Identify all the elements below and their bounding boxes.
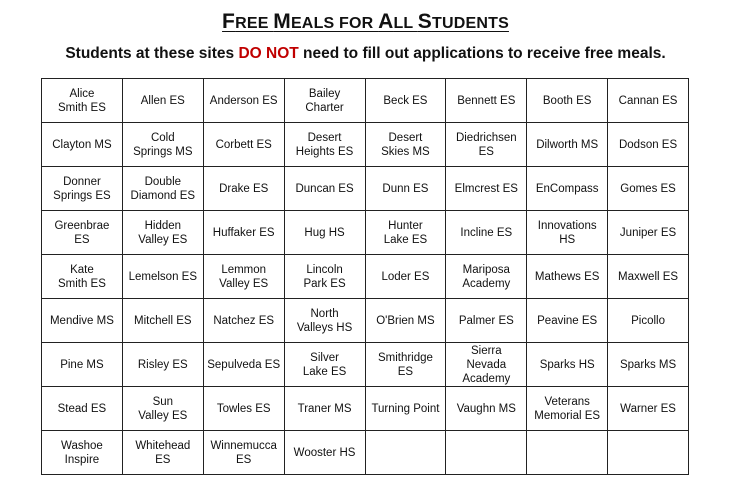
school-cell: Mathews ES <box>527 255 608 299</box>
school-cell: Warner ES <box>608 387 689 431</box>
school-cell: Cold Springs MS <box>122 123 203 167</box>
empty-cell <box>446 431 527 475</box>
table-row <box>42 387 689 431</box>
school-cell: Maxwell ES <box>608 255 689 299</box>
school-cell: Sparks MS <box>608 343 689 387</box>
title-part: M <box>273 10 291 33</box>
school-cell: Juniper ES <box>608 211 689 255</box>
school-cell: Sun Valley ES <box>122 387 203 431</box>
school-cell: Veterans Memorial ES <box>527 387 608 431</box>
school-cell: Loder ES <box>365 255 446 299</box>
table-row <box>42 123 689 167</box>
school-cell: Whitehead ES <box>122 431 203 475</box>
school-cell: Desert Skies MS <box>365 123 446 167</box>
title-part: A <box>378 10 394 33</box>
table-row <box>42 255 689 299</box>
school-cell: Risley ES <box>122 343 203 387</box>
school-cell: Innovations HS <box>527 211 608 255</box>
school-cell: Double Diamond ES <box>122 167 203 211</box>
empty-cell <box>608 431 689 475</box>
school-cell: Winnemucca ES <box>203 431 284 475</box>
table-row <box>42 167 689 211</box>
page-subtitle <box>0 44 731 64</box>
school-cell: Hug HS <box>284 211 365 255</box>
school-cell: Traner MS <box>284 387 365 431</box>
table-row <box>42 299 689 343</box>
school-cell: Picollo <box>608 299 689 343</box>
school-cell: Towles ES <box>203 387 284 431</box>
school-cell: Lincoln Park ES <box>284 255 365 299</box>
school-cell: Bailey Charter <box>284 79 365 123</box>
school-cell: Smithridge ES <box>365 343 446 387</box>
school-cell: Sparks HS <box>527 343 608 387</box>
title-part: S <box>417 10 432 33</box>
school-cell: North Valleys HS <box>284 299 365 343</box>
school-cell: Natchez ES <box>203 299 284 343</box>
school-cell: Duncan ES <box>284 167 365 211</box>
school-cell: Booth ES <box>527 79 608 123</box>
school-cell: Silver Lake ES <box>284 343 365 387</box>
school-cell: O'Brien MS <box>365 299 446 343</box>
table-row <box>42 79 689 123</box>
schools-table <box>41 78 689 475</box>
school-cell: Lemmon Valley ES <box>203 255 284 299</box>
school-cell: Sierra Nevada Academy <box>446 343 527 387</box>
school-cell: Cannan ES <box>608 79 689 123</box>
school-cell: Greenbrae ES <box>42 211 123 255</box>
school-cell: Pine MS <box>42 343 123 387</box>
table-row <box>42 431 689 475</box>
school-cell: Dunn ES <box>365 167 446 211</box>
school-cell: Elmcrest ES <box>446 167 527 211</box>
title-part: LL <box>393 15 418 32</box>
school-cell: Washoe Inspire <box>42 431 123 475</box>
school-cell: Alice Smith ES <box>42 79 123 123</box>
title-part: REE <box>235 15 274 32</box>
title-part: TUDENTS <box>431 15 509 32</box>
subtitle-text-before: Students at these sites <box>65 45 239 62</box>
school-cell: Turning Point <box>365 387 446 431</box>
school-cell: Lemelson ES <box>122 255 203 299</box>
school-cell: Mariposa Academy <box>446 255 527 299</box>
empty-cell <box>365 431 446 475</box>
subtitle-text-after: need to fill out applications to receive free meals. <box>298 45 666 62</box>
table-row <box>42 211 689 255</box>
school-cell: Diedrichsen ES <box>446 123 527 167</box>
school-cell: Palmer ES <box>446 299 527 343</box>
school-cell: Wooster HS <box>284 431 365 475</box>
subtitle-emphasis: DO NOT <box>238 45 299 62</box>
title-part: F <box>222 10 236 33</box>
school-cell: Vaughn MS <box>446 387 527 431</box>
school-cell: Mendive MS <box>42 299 123 343</box>
school-cell: Hunter Lake ES <box>365 211 446 255</box>
title-part: EALS FOR <box>290 15 379 32</box>
school-cell: Bennett ES <box>446 79 527 123</box>
school-cell: Corbett ES <box>203 123 284 167</box>
school-cell: Dodson ES <box>608 123 689 167</box>
school-cell: Drake ES <box>203 167 284 211</box>
school-cell: Sepulveda ES <box>203 343 284 387</box>
school-cell: Peavine ES <box>527 299 608 343</box>
school-cell: Kate Smith ES <box>42 255 123 299</box>
school-cell: Allen ES <box>122 79 203 123</box>
empty-cell <box>527 431 608 475</box>
school-cell: Dilworth MS <box>527 123 608 167</box>
school-cell: Gomes ES <box>608 167 689 211</box>
school-cell: Hidden Valley ES <box>122 211 203 255</box>
school-cell: Beck ES <box>365 79 446 123</box>
school-cell: Donner Springs ES <box>42 167 123 211</box>
school-cell: Desert Heights ES <box>284 123 365 167</box>
school-cell: Mitchell ES <box>122 299 203 343</box>
school-cell: Stead ES <box>42 387 123 431</box>
schools-table-body <box>42 79 689 475</box>
table-row <box>42 343 689 387</box>
school-cell: Anderson ES <box>203 79 284 123</box>
school-cell: Huffaker ES <box>203 211 284 255</box>
school-cell: Clayton MS <box>42 123 123 167</box>
school-cell: EnCompass <box>527 167 608 211</box>
school-cell: Incline ES <box>446 211 527 255</box>
page-title <box>0 10 731 36</box>
